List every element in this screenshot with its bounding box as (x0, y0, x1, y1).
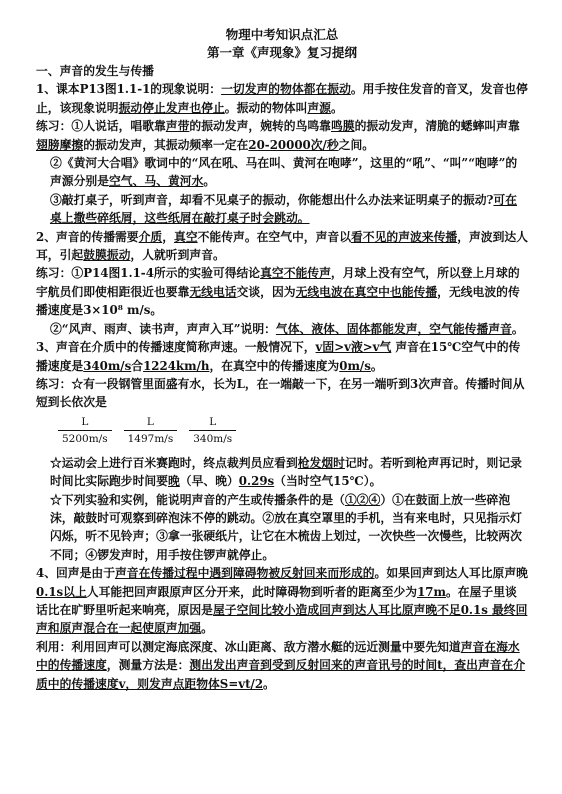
text-span: 。如果回声到达人耳比原声晚 (374, 566, 528, 581)
underlined-answer: 气体、液体、固体都能发声，空气能传播声音 (275, 321, 512, 336)
text-span: 。 (330, 100, 343, 115)
paragraph-use (36, 638, 528, 693)
paragraph-item3 (36, 338, 528, 375)
fraction (124, 414, 178, 452)
paragraph-item4 (36, 564, 528, 638)
text-span: ①P14图1.1-4所示的实验可得结论 (71, 266, 261, 281)
chapter-title: 第一章《声现象》复习提纲 (206, 45, 357, 60)
text-span: ②“风声、雨声、读书声，声声入耳”说明： (50, 321, 276, 336)
text-span: ，月球上没有空气，所以登上月球的宇航员们即使相距很近也要靠 (36, 266, 520, 299)
underlined-answer: 17m (417, 584, 446, 599)
text-span: 3、声音在介质中的传播速度简称声速。一般情况下， (36, 340, 316, 355)
exercise-1-3 (36, 191, 528, 228)
underlined-answer: ①②④ (344, 492, 381, 507)
exercise-3-1 (36, 375, 528, 412)
text-span: 记时。若听到枪声再记时，则记录时间比实际跑步时间要 (50, 455, 522, 489)
underlined-answer: 0.1s以上 (36, 584, 87, 599)
exercise-3-3 (36, 491, 528, 565)
underlined-answer: 空气、马、黄河水 (109, 174, 204, 189)
fraction (189, 414, 236, 452)
fraction-numerator: L (209, 415, 217, 428)
underlined-answer: 声源 (307, 100, 331, 115)
exercise-2-1 (36, 264, 528, 319)
text-span: 。在屋子里谈话比在旷野里听起来响亮，原因是 (36, 584, 517, 617)
paragraph-item1 (36, 80, 528, 117)
exercise-label: 练习： (36, 119, 72, 134)
underlined-answer: 声音在海水中的传播速度 (36, 639, 520, 673)
fraction-row (36, 414, 528, 452)
underlined-answer: 1224km/h (143, 358, 210, 373)
text-span: 。用手按住发音的音叉，发音也停止，该现象说明 (36, 82, 528, 115)
text-span: ②《黄河大合唱》歌词中的“风在吼、马在叫、黄河在咆哮”，这里的“吼”、“叫”“咆哮”的声源分别是 (50, 156, 518, 189)
text-span: （当时空气15℃）。 (274, 474, 382, 489)
exercise-3-2 (36, 454, 528, 491)
text-span: 4、回声是由于 (36, 566, 115, 581)
document-title: 物理中考知识点汇总 (225, 27, 339, 42)
text-span: 之间。 (338, 137, 375, 152)
underlined-answer: 无线电波在真空中也能传播 (295, 284, 438, 299)
text-span: 1、课本P13图1.1-1的现象说明： (36, 82, 222, 97)
underlined-answer: 声带 (165, 119, 190, 134)
text-span: ①人说话，唱歌靠 (71, 119, 166, 134)
underlined-answer: 0m/s (339, 358, 371, 373)
underlined-answer: 无线电话 (189, 284, 237, 299)
underlined-answer: 340m/s (83, 358, 132, 373)
text-span: 。 (203, 174, 216, 189)
underlined-answer: 真空不能传声 (260, 266, 331, 281)
text-span: 2、声音的传播需要 (36, 229, 139, 244)
underlined-answer: 枪发烟时 (297, 455, 345, 470)
text-span: 利用回声可以测定海底深度、冰山距离、敌方潜水艇的远近测量中要先知道 (71, 639, 461, 654)
text-span: 的振动发声，其振动频率一定在 (83, 137, 249, 152)
text-span: ☆运动会上进行百米赛跑时，终点裁判员应看到 (50, 455, 298, 470)
text-span: 。 (201, 621, 213, 636)
fraction-denominator: 5200m/s (62, 432, 108, 445)
fraction-numerator: L (81, 415, 89, 428)
exercise-2-2 (36, 320, 528, 338)
underlined-answer: 屋子空间比较小造成回声到达人耳比原声晚不足0.1s 最终回声和原声混合在一起使原声加强 (36, 602, 528, 636)
text-span: 的振动发声，清脆的蟋蟀叫声靠 (354, 119, 520, 134)
underlined-answer: 鼓膜振动 (83, 248, 131, 263)
text-span: 声音在15℃空气中的传播速度是 (36, 340, 521, 373)
underlined-answer: 看不见的声波来传播 (351, 229, 458, 244)
text-span: 人耳能把回声跟原声区分开来，此时障碍物到听者的距离至少为 (86, 584, 418, 599)
text-span: 。振动的物体叫 (224, 100, 308, 115)
underlined-answer: v固>v液>v气 (315, 340, 392, 355)
text-span: 合 (131, 358, 144, 373)
text-span: ）①在鼓面上放一些碎泡沫，敲鼓时可观察到碎泡沫不停的跳动。②放在真空罩里的手机，当有来电时，只见指示灯闪烁，听不见铃声；③拿一张硬纸片，让它在木梳齿上划过，一次快些一次慢些，比较两次不同；④锣发声时，用手按住锣声就停止。 (50, 492, 522, 562)
underlined-answer: 鸣膜 (330, 119, 355, 134)
text-span: ，无线电波的传播速度是3×10⁸ m/s。 (36, 284, 520, 318)
underlined-answer: 介质 (138, 229, 163, 244)
text-span: 。 (370, 358, 383, 373)
underlined-answer: 声音在传播过程中遇到障碍物被反射回来而形成的 (115, 566, 375, 581)
exercise-label: 练习： (36, 266, 72, 281)
text-span: ☆下列实验和实例，能说明声音的产生或传播条件的是（ (50, 492, 345, 507)
fraction-denominator: 1497m/s (127, 432, 174, 445)
exercise-label: 利用： (36, 639, 72, 654)
text-span: ，在真空中的传播速度为 (209, 358, 340, 373)
section-heading: 一、声音的发生与传播 (36, 64, 154, 78)
underlined-answer: 可在桌上撒些碎纸屑，这些纸屑在敲打桌子时会跳动。 (50, 192, 518, 226)
text-span: 不能传声。在空气中，声音以 (197, 229, 351, 244)
underlined-answer: 20-20000次/秒 (248, 137, 339, 152)
underlined-answer: 翅膀摩擦 (36, 137, 84, 152)
underlined-answer: 真空 (174, 229, 198, 244)
underlined-answer: 振动停止发声也停止 (118, 100, 225, 115)
fraction-denominator: 340m/s (193, 432, 233, 445)
text-span: ，测量方法是： (106, 658, 190, 673)
text-span: 。 (263, 676, 275, 691)
text-span: （早、晚） (179, 474, 239, 489)
underlined-answer: 晚 (167, 474, 180, 489)
fraction-numerator: L (146, 415, 154, 428)
text-span: 。 (511, 321, 524, 336)
underlined-answer: 0.29s (238, 474, 275, 489)
text-span: 交谈，因为 (236, 284, 296, 299)
text-span: ③敲打桌子，听到声音，却看不见桌子的振动，你能想出什么办法来证明桌子的振动? (50, 192, 494, 207)
fraction (58, 414, 112, 452)
text-span: ☆有一段钢管里面盛有水，长为L，在一端敲一下，在另一端听到3次声音。传播时间从短到长依次是 (36, 376, 525, 410)
paragraph-item2 (36, 228, 528, 265)
text-span: 的振动发声，婉转的鸟鸣靠 (189, 119, 331, 134)
underlined-answer: 一切发声的物体都在振动 (221, 82, 351, 97)
underlined-answer: 测出发出声音到受到反射回来的声音讯号的时间t，查出声音在介质中的传播速度v，则发声点距物体S=vt/2 (36, 658, 526, 691)
text-span: ，人就听到声音。 (130, 248, 225, 263)
text-span: ，声波到达人耳，引起 (36, 229, 528, 263)
exercise-1-1 (36, 117, 528, 154)
exercise-label: 练习： (36, 376, 72, 391)
text-span: ， (162, 229, 175, 244)
exercise-1-2 (36, 154, 528, 191)
